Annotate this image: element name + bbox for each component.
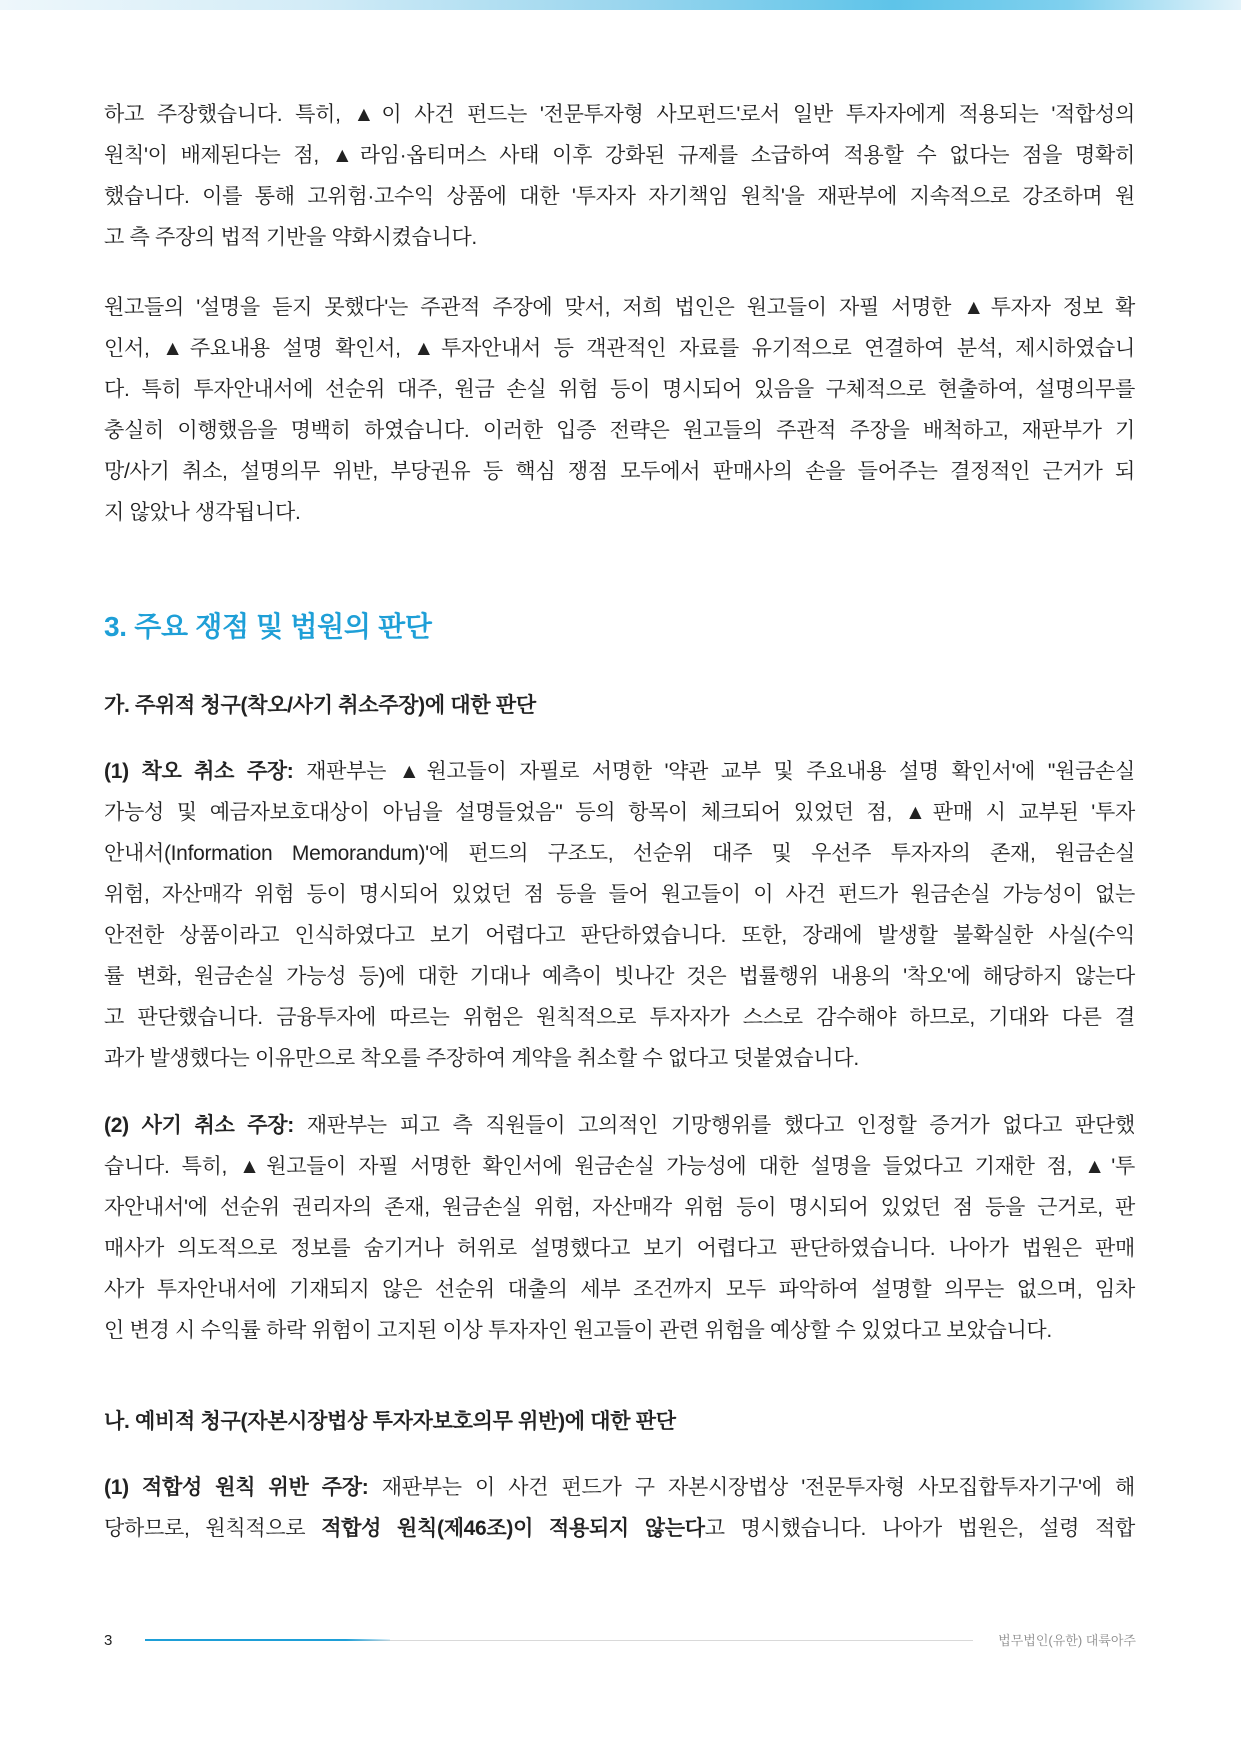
text-line: 하고 주장했습니다. 특히, ▲이 사건 펀드는 '전문투자형 사모펀드'로서 일반 투자자에게 적용되는 '적합성의 <box>104 103 1135 126</box>
issues-section <box>104 605 1135 1549</box>
page-content <box>104 94 1135 1549</box>
text-line: 습니다. 특히, ▲원고들이 자필 서명한 확인서에 원금손실 가능성에 대한 설명을 들었다고 기재한 점, ▲'투 <box>104 1155 1135 1178</box>
text-line: 인 변경 시 수익률 하락 위험이 고지된 이상 투자자인 원고들이 관련 위험을 예상할 수 있었다고 보았습니다. <box>104 1319 1052 1342</box>
text-line: 매사가 의도적으로 정보를 숨기거나 허위로 설명했다고 보기 어렵다고 판단하였습니다. 나아가 법원은 판매 <box>104 1237 1135 1260</box>
intro-paragraph <box>104 94 1135 258</box>
page-number: 3 <box>104 1632 113 1649</box>
text-line: 다. 특히 투자안내서에 선순위 대주, 원금 손실 위험 등이 명시되어 있음을 구체적으로 현출하여, 설명의무를 <box>104 378 1135 401</box>
text-line: 원칙'이 배제된다는 점, ▲라임·옵티머스 사태 이후 강화된 규제를 소급하여 적용할 수 없다는 점을 명확히 <box>104 144 1135 167</box>
text-line: 원고들의 '설명을 듣지 못했다'는 주관적 주장에 맞서, 저희 법인은 원고들이 자필 서명한 ▲투자자 정보 확 <box>104 296 1135 319</box>
line-text: 고 명시했습니다. 나아가 법원은, 설령 적합 <box>704 1517 1135 1540</box>
text-line: 사가 투자안내서에 기재되지 않은 선순위 대출의 세부 조건까지 모두 파악하여 설명할 의무는 없으며, 임차 <box>104 1278 1135 1301</box>
issue-mistake-rescission <box>104 751 1135 1079</box>
footer-rule-accent <box>145 1639 390 1641</box>
text-line: 지 않았나 생각됩니다. <box>104 501 301 524</box>
issue-label: (1) 착오 취소 주장: <box>104 760 294 783</box>
line-text: 재판부는 피고 측 직원들이 고의적인 기망행위를 했다고 인정할 증거가 없다고 판단했 <box>306 1114 1135 1137</box>
issue-suitability-principle <box>104 1467 1135 1549</box>
text-line: 고 판단했습니다. 금융투자에 따르는 위험은 원칙적으로 투자자가 스스로 감수해야 하므로, 기대와 다른 결 <box>104 1006 1135 1029</box>
line-text: 재판부는 ▲원고들이 자필로 서명한 '약관 교부 및 주요내용 설명 확인서'에 "원금손실 <box>306 760 1135 783</box>
text-line: 안내서(Information Memorandum)'에 펀드의 구조도, 선순위 대주 및 우선주 투자자의 존재, 원금손실 <box>104 842 1135 865</box>
issue-label: (1) 적합성 원칙 위반 주장: <box>104 1476 369 1499</box>
text-line: 과가 발생했다는 이유만으로 착오를 주장하여 계약을 취소할 수 없다고 덧붙였습니다. <box>104 1047 859 1070</box>
emphasis-text: 적합성 원칙(제46조)이 적용되지 않는다 <box>321 1517 705 1540</box>
text-line: 가능성 및 예금자보호대상이 아님을 설명들었음" 등의 항목이 체크되어 있었던 점, ▲판매 시 교부된 '투자 <box>104 801 1135 824</box>
text-line <box>104 1508 1135 1549</box>
text-line: 안전한 상품이라고 인식하였다고 보기 어렵다고 판단하였습니다. 또한, 장래에 발생할 불확실한 사실(수익 <box>104 924 1135 947</box>
text-line: 자안내서'에 선순위 권리자의 존재, 원금손실 위험, 자산매각 위험 등이 명시되어 있었던 점 등을 근거로, 판 <box>104 1196 1135 1219</box>
intro-paragraph <box>104 287 1135 533</box>
issue-fraud-rescission <box>104 1105 1135 1351</box>
top-gradient-bar <box>0 0 1241 10</box>
text-line: 인서, ▲주요내용 설명 확인서, ▲투자안내서 등 객관적인 자료를 유기적으로 연결하여 분석, 제시하였습니 <box>104 337 1135 360</box>
text-line <box>104 751 1135 792</box>
text-line: 했습니다. 이를 통해 고위험·고수익 상품에 대한 '투자자 자기책임 원칙'을 재판부에 지속적으로 강조하며 원 <box>104 185 1135 208</box>
subsection-title: 가. 주위적 청구(착오/사기 취소주장)에 대한 판단 <box>104 694 536 717</box>
text-line: 망/사기 취소, 설명의무 위반, 부당권유 등 핵심 쟁점 모두에서 판매사의 손을 들어주는 결정적인 근거가 되 <box>104 460 1135 483</box>
text-line: 충실히 이행했음을 명백히 하였습니다. 이러한 입증 전략은 원고들의 주관적 주장을 배척하고, 재판부가 기 <box>104 419 1135 442</box>
subsection-primary-claim <box>104 685 1135 1351</box>
subsection-secondary-claim <box>104 1401 1135 1549</box>
line-text: 재판부는 이 사건 펀드가 구 자본시장법상 '전문투자형 사모집합투자기구'에 해 <box>381 1476 1135 1499</box>
issue-label: (2) 사기 취소 주장: <box>104 1114 294 1137</box>
text-line: 위험, 자산매각 위험 등이 명시되어 있었던 점 등을 들어 원고들이 이 사건 펀드가 원금손실 가능성이 없는 <box>104 883 1135 906</box>
line-text: 당하므로, 원칙적으로 <box>104 1517 306 1540</box>
section-heading: 3. 주요 쟁점 및 법원의 판단 <box>104 611 432 642</box>
text-line: 률 변화, 원금손실 가능성 등)에 대한 기대나 예측이 빗나간 것은 법률행위 내용의 '착오'에 해당하지 않는다 <box>104 965 1135 988</box>
subsection-title: 나. 예비적 청구(자본시장법상 투자자보호의무 위반)에 대한 판단 <box>104 1410 676 1433</box>
firm-name: 법무법인(유한) 대륙아주 <box>998 1633 1136 1648</box>
text-line <box>104 1467 1135 1508</box>
text-line <box>104 1105 1135 1146</box>
text-line: 고 측 주장의 법적 기반을 약화시켰습니다. <box>104 226 477 249</box>
